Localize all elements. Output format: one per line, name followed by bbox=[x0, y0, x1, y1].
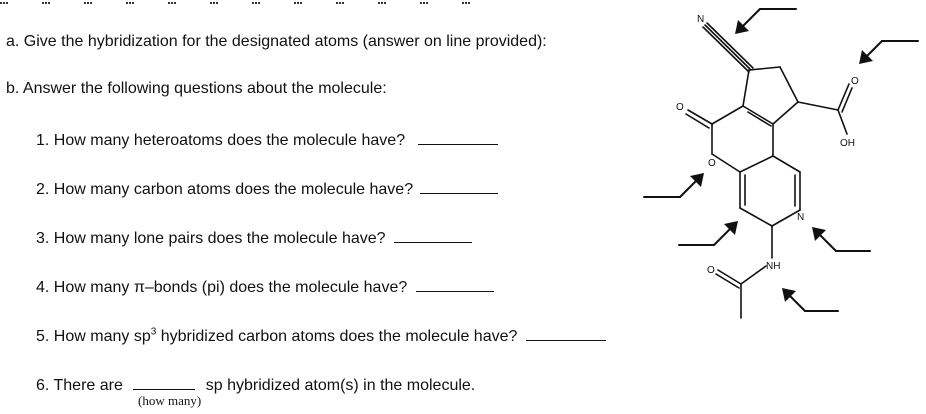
molecule-structure bbox=[630, 0, 926, 414]
question-6-text-end: sp hybridized atom(s) in the molecule. bbox=[205, 377, 476, 394]
question-4-answer-line[interactable] bbox=[416, 277, 494, 292]
instruction-part-b: b. Answer the following questions about the molecule: bbox=[6, 80, 387, 97]
question-2 bbox=[36, 179, 498, 199]
ring-oxygen-label: O bbox=[708, 158, 716, 169]
how-many-hint: (how many) bbox=[138, 393, 202, 408]
question-5-superscript: 3 bbox=[150, 326, 157, 338]
pyridine-nitrogen-label: N bbox=[797, 212, 805, 223]
question-3-text: 3. How many lone pairs does the molecule have? bbox=[36, 230, 386, 247]
amine-nh-label: NH bbox=[766, 261, 781, 272]
question-5-answer-line[interactable] bbox=[526, 326, 606, 341]
instruction-part-a: a. Give the hybridization for the designated atoms (answer on line provided): bbox=[6, 33, 547, 50]
question-6-answer-line[interactable] bbox=[133, 375, 195, 390]
hydroxyl-label: OH bbox=[840, 138, 855, 149]
cropped-previous-line bbox=[0, 0, 560, 5]
question-5 bbox=[36, 326, 606, 346]
lactone-carbonyl-oxygen-label: O bbox=[676, 102, 684, 113]
question-2-text: 2. How many carbon atoms does the molecule have? bbox=[36, 181, 414, 198]
question-3-answer-line[interactable] bbox=[394, 228, 472, 243]
question-5-text-end: hybridized carbon atoms does the molecule have? bbox=[156, 328, 518, 345]
question-1-text: 1. How many heteroatoms does the molecule have? bbox=[36, 132, 406, 149]
question-6-text-start: 6. There are bbox=[36, 377, 123, 394]
question-6 bbox=[36, 375, 475, 395]
question-4 bbox=[36, 277, 494, 297]
amide-oxygen-label: O bbox=[707, 265, 715, 276]
nitrile-nitrogen-label: N bbox=[697, 14, 705, 25]
question-5-text-start: 5. How many sp bbox=[36, 328, 151, 345]
acid-carbonyl-oxygen-label: O bbox=[851, 76, 859, 87]
question-3 bbox=[36, 228, 472, 248]
question-2-answer-line[interactable] bbox=[420, 179, 498, 194]
question-1 bbox=[36, 130, 498, 150]
question-1-answer-line[interactable] bbox=[418, 130, 498, 145]
question-4-text: 4. How many π–bonds (pi) does the molecule have? bbox=[36, 279, 408, 296]
